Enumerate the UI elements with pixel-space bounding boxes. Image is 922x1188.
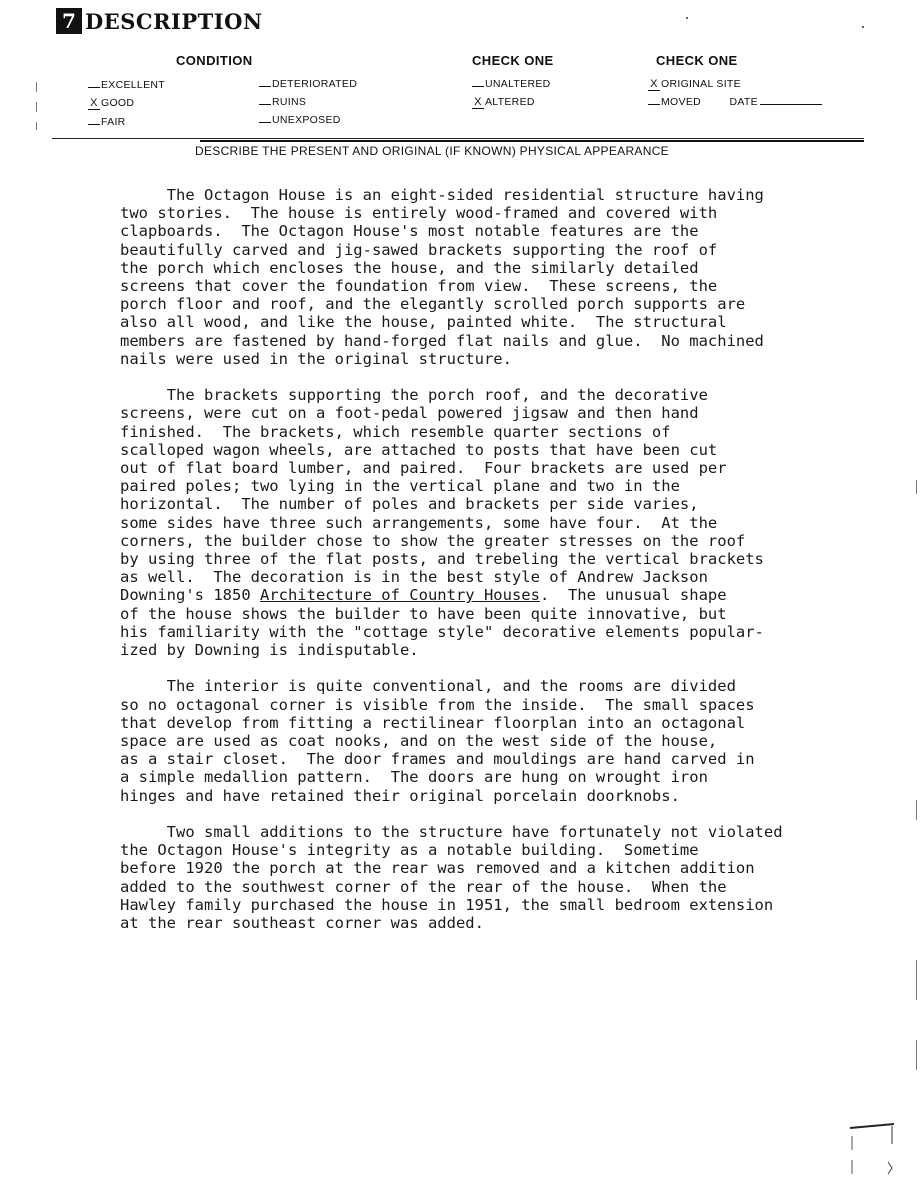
option-label: ORIGINAL SITE xyxy=(661,78,741,90)
describe-appearance-label: DESCRIBE THE PRESENT AND ORIGINAL (IF KNOWN) PHYSICAL APPEARANCE xyxy=(195,144,669,158)
text-line: so no octagonal corner is visible from the inside. The small spaces xyxy=(120,695,755,714)
margin-tick xyxy=(916,960,917,1000)
text-line: paired poles; two lying in the vertical plane and two in the xyxy=(120,477,680,496)
checkbox-mark[interactable] xyxy=(472,86,484,87)
text-line-end: . The unusual shape xyxy=(539,586,727,605)
text-line: porch floor and roof, and the elegantly scrolled porch supports are xyxy=(120,295,746,314)
text-line: two stories. The house is entirely wood-framed and covered with xyxy=(120,204,718,223)
checkbox-mark[interactable]: X xyxy=(88,98,100,110)
margin-tick xyxy=(36,82,37,92)
date-label: DATE xyxy=(729,96,758,108)
paragraph-3 xyxy=(120,677,910,804)
option-label: ALTERED xyxy=(485,96,535,108)
condition-option-excellent[interactable] xyxy=(88,79,165,91)
text-line: by using three of the flat posts, and trebeling the vertical brackets xyxy=(120,550,764,569)
margin-tick xyxy=(36,122,37,130)
text-line: at the rear southeast corner was added. xyxy=(120,914,484,933)
section-title: DESCRIPTION xyxy=(85,8,263,34)
condition-option-fair[interactable] xyxy=(88,116,126,128)
text-line: a simple medallion pattern. The doors are hung on wrought iron xyxy=(120,768,708,787)
paragraph-2 xyxy=(120,386,910,659)
text-line: as well. The decoration is in the best style of Andrew Jackson xyxy=(120,568,708,587)
checkbox-mark[interactable] xyxy=(259,122,271,123)
text-line: finished. The brackets, which resemble quarter sections of xyxy=(120,422,671,441)
text-line: The interior is quite conventional, and the rooms are divided xyxy=(120,677,736,696)
text-line: nails were used in the original structure. xyxy=(120,349,512,368)
margin-tick xyxy=(36,102,37,112)
condition-option-good[interactable] xyxy=(88,97,134,110)
condition-option-ruins[interactable] xyxy=(259,96,306,108)
scan-speck xyxy=(862,26,864,28)
text-line: The brackets supporting the porch roof, and the decorative xyxy=(120,386,708,405)
checkbox-mark[interactable] xyxy=(88,124,100,125)
text-line: out of flat board lumber, and paired. Four brackets are used per xyxy=(120,459,727,478)
text-line: the porch which encloses the house, and the similarly detailed xyxy=(120,258,699,277)
option-label: UNEXPOSED xyxy=(272,114,341,126)
text-line: before 1920 the porch at the rear was removed and a kitchen addition xyxy=(120,859,755,878)
margin-tick xyxy=(916,800,917,820)
text-line: ized by Downing is indisputable. xyxy=(120,641,419,660)
text-line: members are fastened by hand-forged flat nails and glue. No machined xyxy=(120,331,764,350)
description-body xyxy=(120,186,910,950)
checkbox-mark[interactable] xyxy=(259,86,271,87)
option-label: DETERIORATED xyxy=(272,78,358,90)
text-line: screens, were cut on a foot-pedal powered jigsaw and then hand xyxy=(120,404,699,423)
condition-heading: CONDITION xyxy=(176,53,253,68)
divider-rule xyxy=(52,138,864,139)
site-option-moved[interactable] xyxy=(648,96,822,108)
text-line: of the house shows the builder to have been quite innovative, but xyxy=(120,604,727,623)
text-line: the Octagon House's integrity as a notable building. Sometime xyxy=(120,841,699,860)
option-label: MOVED xyxy=(661,96,702,108)
section-number-badge: 7 xyxy=(56,8,82,34)
text-line: some sides have three such arrangements, some have four. At the xyxy=(120,513,718,532)
text-line: horizontal. The number of poles and brackets per side varies, xyxy=(120,495,699,514)
text-line: also all wood, and like the house, painted white. The structural xyxy=(120,313,727,332)
registration-corner-mark xyxy=(848,1122,898,1182)
text-line: The Octagon House is an eight-sided residential structure having xyxy=(120,186,764,204)
text-line: added to the southwest corner of the rear of the house. When the xyxy=(120,877,727,896)
checkbox-mark[interactable] xyxy=(88,87,100,88)
option-label: FAIR xyxy=(101,116,126,128)
date-field[interactable] xyxy=(760,104,822,105)
section-heading xyxy=(56,8,263,34)
text-line: Two small additions to the structure have fortunately not violated xyxy=(120,823,783,842)
text-line: his familiarity with the "cottage style" decorative elements popular- xyxy=(120,622,764,641)
check-one-alteration-heading: CHECK ONE xyxy=(472,53,554,68)
checkbox-mark[interactable]: X xyxy=(472,97,484,109)
checkbox-mark[interactable] xyxy=(259,104,271,105)
text-line: screens that cover the foundation from view. These screens, the xyxy=(120,277,718,296)
option-label: RUINS xyxy=(272,96,307,108)
text-line-start: Downing's 1850 xyxy=(120,586,260,605)
divider-rule-heavy xyxy=(200,140,864,142)
option-label: GOOD xyxy=(101,97,135,109)
checkbox-mark[interactable] xyxy=(648,104,660,105)
scan-speck xyxy=(686,17,688,19)
check-one-site-heading: CHECK ONE xyxy=(656,53,738,68)
condition-option-unexposed[interactable] xyxy=(259,114,341,126)
text-line: beautifully carved and jig-sawed brackets supporting the roof of xyxy=(120,240,718,259)
paragraph-4 xyxy=(120,823,910,932)
text-line: clapboards. The Octagon House's most notable features are the xyxy=(120,222,699,241)
alteration-option-unaltered[interactable] xyxy=(472,78,551,90)
margin-tick xyxy=(916,1040,917,1070)
text-line: corners, the builder chose to show the greater stresses on the roof xyxy=(120,531,746,550)
book-title: Architecture of Country Houses xyxy=(259,586,540,605)
option-label: UNALTERED xyxy=(485,78,551,90)
text-line: space are used as coat nooks, and on the west side of the house, xyxy=(120,732,718,751)
text-line: that develop from fitting a rectilinear floorplan into an octagonal xyxy=(120,713,746,732)
text-line: Hawley family purchased the house in 1951, the small bedroom extension xyxy=(120,895,774,914)
checkbox-mark[interactable]: X xyxy=(648,79,660,91)
alteration-option-altered[interactable] xyxy=(472,96,535,109)
option-label: EXCELLENT xyxy=(101,79,165,91)
condition-option-deteriorated[interactable] xyxy=(259,78,357,90)
text-line: hinges and have retained their original porcelain doorknobs. xyxy=(120,786,680,805)
text-line: scalloped wagon wheels, are attached to posts that have been cut xyxy=(120,440,718,459)
margin-tick xyxy=(916,480,917,494)
text-line: as a stair closet. The door frames and mouldings are hand carved in xyxy=(120,750,755,769)
text-line-with-title xyxy=(120,586,910,604)
paragraph-1 xyxy=(120,186,910,368)
site-option-original-site[interactable] xyxy=(648,78,741,91)
